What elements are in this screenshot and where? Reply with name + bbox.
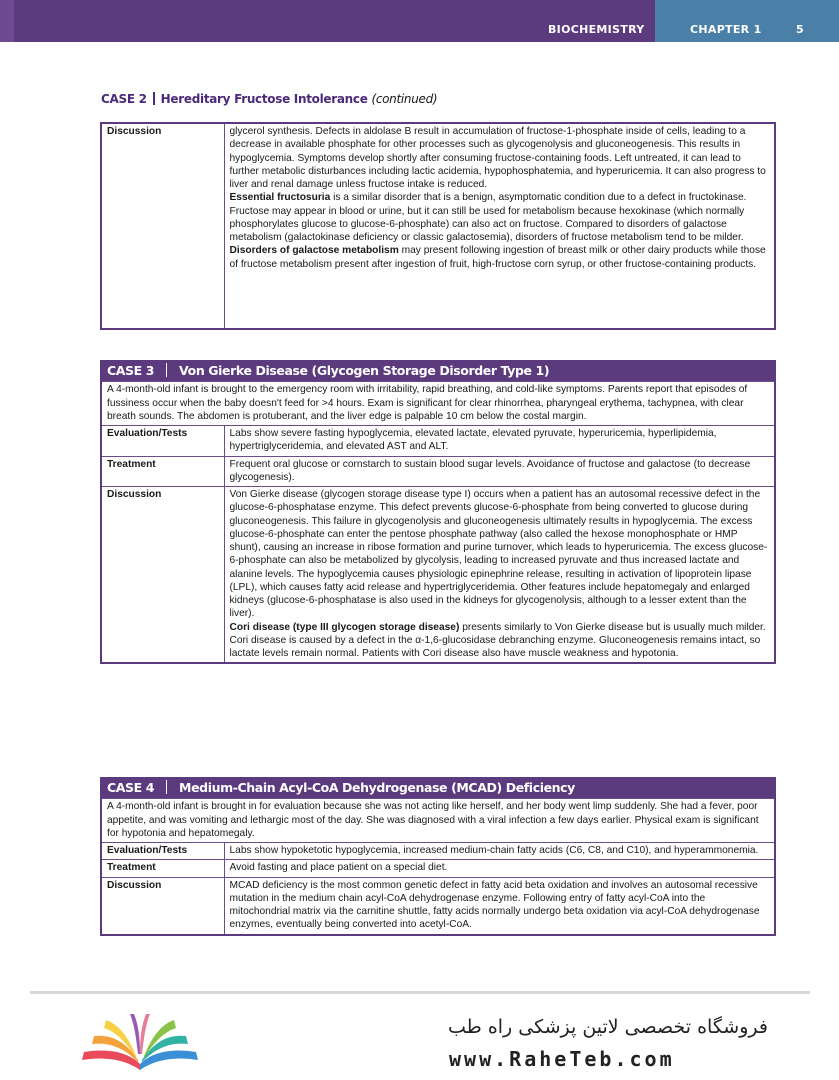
case2-heading (101, 92, 437, 106)
case3-heading (101, 361, 775, 382)
discussion-text: MCAD deficiency is the most common genetic defect in fatty acid beta oxidation and involves an autosomal recessive mutation in the medium chain acyl-CoA dehydrogenase enzyme. Following entry of fatty acyl-CoA into the mitochondrial matrix via the carnitine shuttle, fatty acids normally undergo beta oxidation via acyl-CoA dehydrogenase enzymes, eventually being converted into acetyl-CoA. (224, 877, 775, 935)
eval-text: Labs show hypoketotic hypoglycemia, increased medium-chain fatty acids (C6, C8, and C10), and hyperammonemia. (224, 843, 775, 860)
discussion-text (224, 123, 775, 329)
case3-treatment-row (101, 456, 775, 487)
discussion-paragraph: is a similar disorder that is a benign, asymptomatic condition due to a defect in fructokinase. Fructose may appear in blood or urine, but it can still be used for metabolism because hexokinase (which normally phosphorylates glucose to glucose-6-phosphate) can also act on fructose. Compared to disorders of galactose metabolism (galactokinase deficiency or classic galactosemia), disorders of fructose metabolism tend to be milder. (229, 192, 747, 243)
case4-treatment-row (101, 860, 775, 877)
case4-heading (101, 778, 775, 799)
discussion-label: Discussion (101, 123, 224, 329)
treatment-label: Treatment (101, 456, 224, 487)
chapter-label: CHAPTER 1 (690, 23, 762, 36)
treatment-label: Treatment (101, 860, 224, 877)
case4-eval-row (101, 843, 775, 860)
eval-label: Evaluation/Tests (101, 843, 224, 860)
page-number: 5 (796, 23, 804, 36)
case4-presentation-row (101, 799, 775, 843)
case3-table (100, 360, 776, 664)
footer-divider (30, 991, 810, 994)
discussion-paragraph: may present following ingestion of breast milk or other dairy products while those of fructose metabolism present after ingestion of fruit, high-fructose corn syrup, or other fructose-containing products. (229, 245, 766, 270)
treatment-text: Frequent oral glucose or cornstarch to sustain blood sugar levels. Avoidance of fructose and galactose (to decrease glycogenesis). (224, 456, 775, 487)
heading-divider (166, 363, 167, 377)
shop-name: فروشگاه تخصصی لاتین پزشکی راه طب (448, 1016, 768, 1038)
heading-divider (153, 92, 155, 105)
eval-label: Evaluation/Tests (101, 426, 224, 457)
header-accent (0, 0, 14, 42)
case3-label: CASE 3 (107, 363, 155, 378)
case4-title: Medium-Chain Acyl-CoA Dehydrogenase (MCAD) Deficiency (179, 780, 575, 795)
case3-presentation-row (101, 382, 775, 426)
discussion-paragraph: Von Gierke disease (glycogen storage disease type I) occurs when a patient has an autosomal recessive defect in the glucose-6-phosphatase enzyme. This defect prevents glucose-6-phosphate from being converted to glucose during gluconeogenesis. This failure in glycogenolysis and gluconeogenesis ultimately results in hypoglycemia. The excess glucose-6-phosphate can enter the pentose phosphate pathway (also called the hexose monophosphate or HMP shunt), causing an increase in ribose formation and purine turnover, which leads to hyperuricemia. The excess glucose-6-phosphate can also be metabolized by glycolysis, leading to increased pyruvate and thus increased lactate and alanine levels. The hypoglycemia causes physiologic epinephrine release, resulting in activation of lipoprotein lipase (LPL), which causes fatty acid release and hypertriglyceridemia. Other features include hepatomegaly and enlarged kidneys (glucose-6-phosphatase is also used in the kidneys for glycogenolysis, although to a lesser extent than the liver). (229, 489, 768, 620)
discussion-label: Discussion (101, 877, 224, 935)
term-galactose-disorders: Disorders of galactose metabolism (229, 245, 399, 257)
continued-note: (continued) (371, 92, 438, 106)
case3-presentation: A 4-month-old infant is brought to the emergency room with irritability, rapid breathing, and cold-like symptoms. Parents report that episodes of fussiness occur when the baby doesn't feed for >4 hours. Exam is significant for clear rhinorrhea, pharyngeal erythema, tachypnea, with clear breath sounds. The abdomen is protuberant, and the liver edge is palpable 10 cm below the costal margin. (101, 382, 775, 426)
discussion-label: Discussion (101, 487, 224, 664)
discussion-paragraph: presents similarly to Von Gierke disease but is usually much milder. Cori disease is caused by a defect in the α-1,6-glucosidase debranching enzyme. Gluconeogenesis remains intact, so lactate levels remain normal. Patients with Cori disease also have muscle weakness and hypotonia. (229, 621, 766, 659)
eval-text: Labs show severe fasting hypoglycemia, elevated lactate, elevated pyruvate, hyperuricemia, hyperlipidemia, hypertriglyceridemia, and elevated AST and ALT. (224, 426, 775, 457)
open-book-icon (78, 1012, 202, 1072)
treatment-text: Avoid fasting and place patient on a special diet. (224, 860, 775, 877)
term-essential-fructosuria: Essential fructosuria (229, 192, 331, 204)
case4-label: CASE 4 (107, 780, 155, 795)
case2-title: Hereditary Fructose Intolerance (160, 92, 368, 106)
case4-discussion-row (101, 877, 775, 935)
heading-divider (166, 780, 167, 794)
discussion-text (224, 487, 775, 664)
shop-url[interactable]: www.RaheTeb.com (449, 1047, 675, 1071)
case3-title: Von Gierke Disease (Glycogen Storage Disorder Type 1) (179, 363, 550, 378)
case2-table (100, 122, 776, 330)
case4-titlebar (101, 778, 775, 799)
case4-table (100, 777, 776, 936)
book-title: BIOCHEMISTRY (548, 23, 645, 36)
case3-discussion-row (101, 487, 775, 664)
term-cori-disease: Cori disease (type III glycogen storage disease) (229, 621, 460, 633)
discussion-row (101, 123, 775, 329)
case3-titlebar (101, 361, 775, 382)
case3-eval-row (101, 426, 775, 457)
case2-label: CASE 2 (101, 92, 147, 106)
discussion-paragraph: glycerol synthesis. Defects in aldolase B result in accumulation of fructose-1-phosphate inside of cells, leading to a decrease in available phosphate for other processes such as glycogenolysis and gluconeogenesis. This results in hypoglycemia. Symptoms develop shortly after consuming fructose-containing foods. Left untreated, it can lead to further metabolic disturbances including lactic acidemia, hypophosphatemia, and hyperuricemia. It can also progress to liver and renal damage unless fructose intake is reduced. (229, 126, 766, 190)
case4-presentation: A 4-month-old infant is brought in for evaluation because she was not acting like herself, and her body went limp suddenly. She had a fever, poor appetite, and was vomiting and lethargic most of the day. She was diagnosed with a viral infection a few days earlier. Physical exam is significant for hypotonia and hepatomegaly. (101, 799, 775, 843)
